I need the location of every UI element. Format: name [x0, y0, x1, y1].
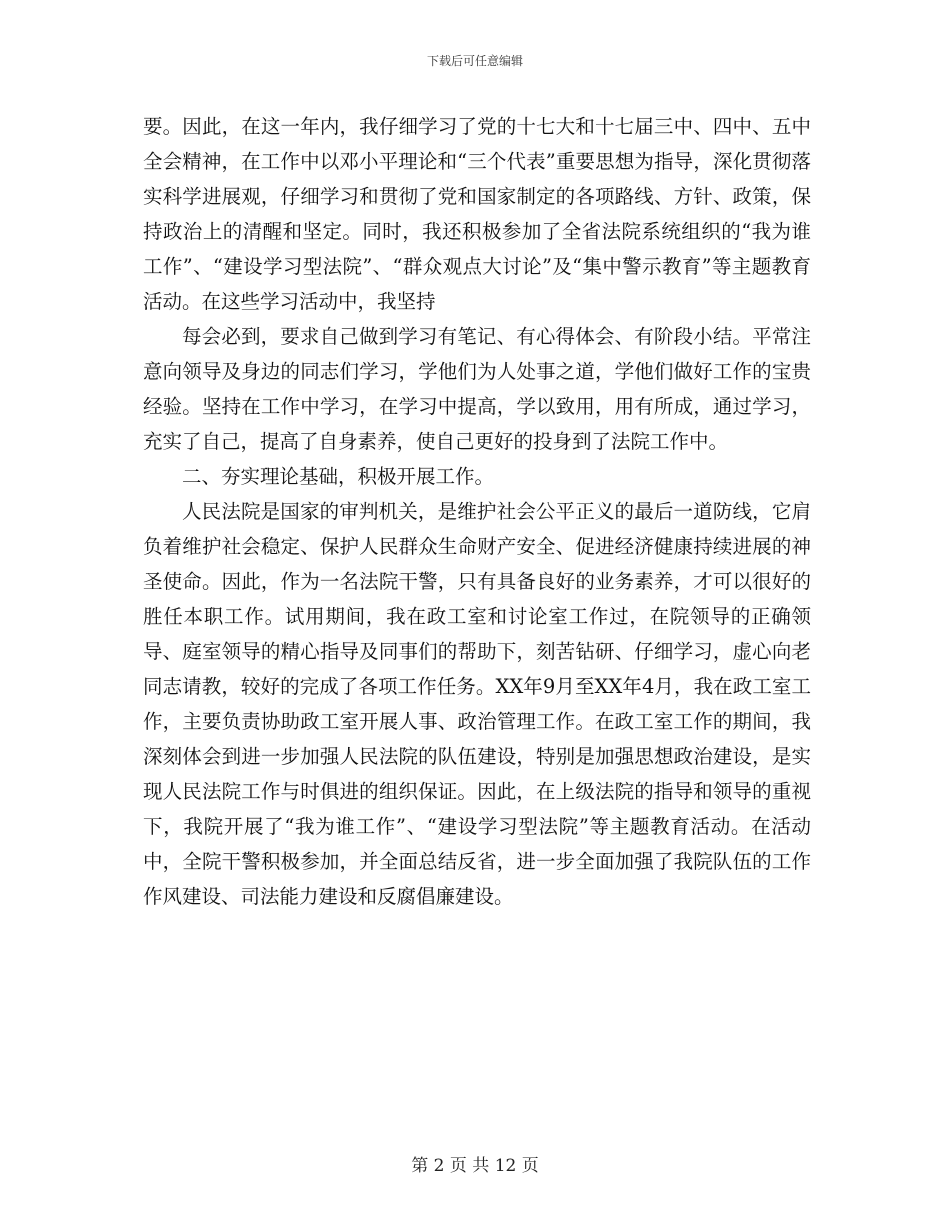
page-number: 第 2 页 共 12 页 — [411, 1156, 539, 1176]
paragraph-study: 每会必到，要求自己做到学习有笔记、有心得体会、有阶段小结。平常注意向领导及身边的同志们学习，学他们为人处事之道，学他们做好工作的宝贵经验。坚持在工作中学习，在学习中提高，学以致用，用有所成，通过学习，充实了自己，提高了自身素养，使自己更好的投身到了法院工作中。 — [143, 325, 811, 453]
document-body — [143, 109, 811, 914]
paragraph-work: 人民法院是国家的审判机关，是维护社会公平正义的最后一道防线，它肩负着维护社会稳定、保护人民群众生命财产安全、促进经济健康持续进展的神圣使命。因此，作为一名法院干警，只有具备良好的业务素养，才可以很好的胜任本职工作。试用期间，我在政工室和讨论室工作过，在院领导的正确领导、庭室领导的精心指导及同事们的帮助下，刻苦钻研、仔细学习，虚心向老同志请教，较好的完成了各项工作任务。XX年9月至XX年4月，我在政工室工作，主要负责协助政工室开展人事、政治管理工作。在政工室工作的期间，我深刻体会到进一步加强人民法院的队伍建设，特别是加强思想政治建设，是实现人民法院工作与时俱进的组织保证。因此，在上级法院的指导和领导的重视下，我院开展了“我为谁工作”、“建设学习型法院”等主题教育活动。在活动中，全院干警积极参加，并全面总结反省，进一步全面加强了我院队伍的工作作风建设、司法能力建设和反腐倡廉建设。 — [143, 500, 811, 908]
section-heading: 二、夯实理论基础，积极开展工作。 — [182, 465, 495, 488]
paragraph-continuation: 要。因此，在这一年内，我仔细学习了党的十七大和十七届三中、四中、五中全会精神，在工作中以邓小平理论和“三个代表”重要思想为指导，深化贯彻落实科学进展观，仔细学习和贯彻了党和国家制定的各项路线、方针、政策，保持政治上的清醒和坚定。同时，我还积极参加了全省法院系统组织的“我为谁工作”、“建设学习型法院”、“群众观点大讨论”及“集中警示教育”等主题教育活动。在这些学习活动中，我坚持 — [143, 115, 811, 313]
page-header: 下载后可任意编辑 — [426, 54, 523, 68]
